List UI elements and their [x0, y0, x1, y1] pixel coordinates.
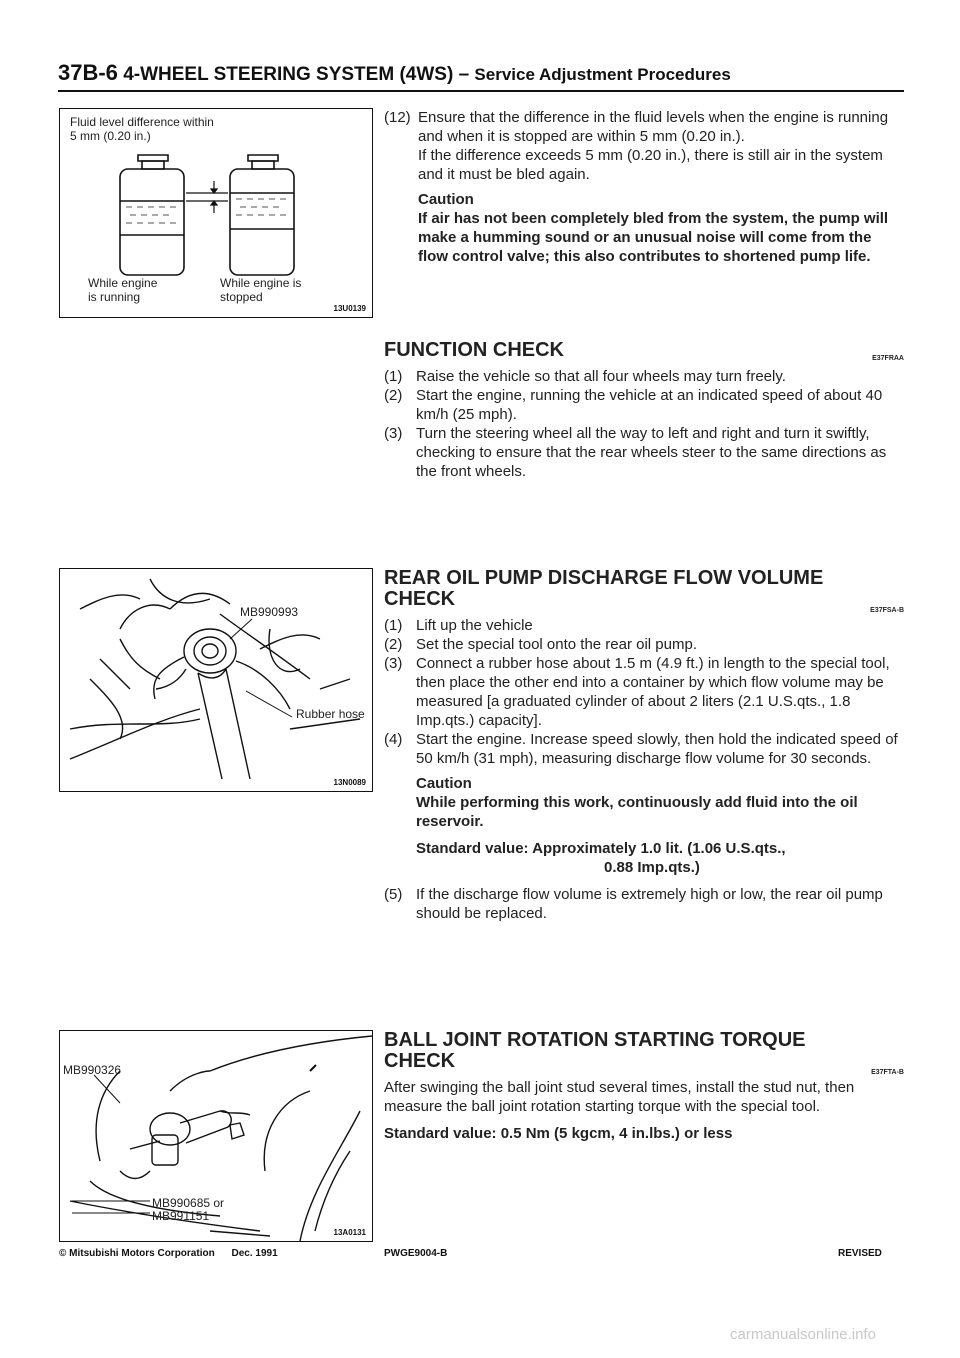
section-heading: BALL JOINT ROTATION STARTING TORQUE	[384, 1029, 806, 1051]
figure-fluid-level	[59, 108, 373, 318]
figure-code: 13A0131	[333, 1228, 366, 1237]
step-text-continued: If the difference exceeds 5 mm (0.20 in.), there is still air in the system and it must be bled again.	[418, 147, 883, 183]
section-heading: REAR OIL PUMP DISCHARGE FLOW VOLUME	[384, 567, 824, 589]
list-item: (2) Start the engine, running the vehicle at an indicated speed of about 40 km/h (25 mph).	[384, 387, 883, 423]
list-item: (1) Raise the vehicle so that all four wheels may turn freely.	[384, 368, 786, 385]
section-function-check	[384, 340, 904, 481]
section-code: E37FTA-B	[871, 1069, 904, 1076]
watermark: carmanualsonline.info	[730, 1326, 876, 1343]
section-code: E37FRAA	[872, 355, 904, 362]
caution-text: While performing this work, continuously add fluid into the oil reservoir.	[416, 794, 858, 830]
list-item: (5) If the discharge flow volume is extremely high or low, the rear oil pump should be replaced.	[384, 886, 883, 922]
step-text: Ensure that the difference in the fluid levels when the engine is running and when it is stopped are within 5 mm (0.20 in.).	[418, 109, 889, 145]
label-engine-stopped: While engine is stopped	[220, 276, 302, 304]
standard-value-text-line2: 0.88 Imp.qts.)	[604, 859, 700, 876]
label-tool-mb990993: MB990993	[240, 605, 299, 619]
standard-value-label: Standard value:	[416, 840, 529, 857]
header-rule	[58, 90, 904, 92]
standard-value-text: 0.5 Nm (5 kgcm, 4 in.lbs.) or less	[500, 1125, 733, 1142]
figure-caption-fluid-difference: Fluid level difference within 5 mm (0.20 in.)	[70, 115, 214, 143]
rear-pump-steps	[384, 616, 904, 768]
ball-joint-instructions: After swinging the ball joint stud several times, install the stud nut, then measure the ball joint rotation starting torque with the special tool.	[384, 1079, 855, 1115]
label-engine-running: While engine is running	[88, 276, 158, 304]
header-dash: –	[458, 64, 470, 85]
standard-value-text: Approximately 1.0 lit. (1.06 U.S.qts.,	[532, 840, 786, 857]
section-heading: FUNCTION CHECK	[384, 339, 564, 361]
function-steps	[384, 367, 904, 481]
caution-heading: Caution	[416, 775, 472, 792]
footer-doc-code: PWGE9004-B	[384, 1248, 448, 1259]
section-rear-pump-check	[384, 568, 904, 923]
caution-text: If air has not been completely bled from the system, the pump will make a humming sound or an unusual noise will come from the flow control valve; this also contributes to shortened pump life.	[418, 210, 889, 265]
section-code: E37FSA-B	[870, 607, 904, 614]
step-number: (12)	[384, 109, 411, 126]
section-heading-line2: CHECK	[384, 1050, 456, 1072]
page-number: 37B-6	[58, 60, 118, 85]
figure-code: 13N0089	[333, 778, 366, 787]
figure-rear-oil-pump	[59, 568, 373, 792]
manual-title: 4-WHEEL STEERING SYSTEM (4WS)	[123, 64, 454, 85]
label-tool-mb991151: MB991151	[152, 1209, 210, 1223]
label-tool-mb990685: MB990685 or	[152, 1196, 225, 1210]
standard-value	[384, 1124, 904, 1143]
standard-value-label: Standard value:	[384, 1125, 497, 1142]
caution-heading: Caution	[418, 191, 474, 208]
standard-value	[416, 839, 904, 877]
label-tool-mb990326: MB990326	[63, 1063, 122, 1077]
list-item: (4) Start the engine. Increase speed slowly, then hold the indicated speed of 50 km/h (31 mph), measuring discharge flow volume for 30 seconds.	[384, 731, 898, 767]
rear-pump-illustration	[60, 569, 372, 791]
figure-code: 13U0139	[333, 304, 366, 313]
footer-status: REVISED	[838, 1248, 882, 1259]
section-fluid-level	[384, 108, 904, 270]
footer-copyright: © Mitsubishi Motors Corporation Dec. 1991	[59, 1248, 278, 1259]
section-ball-joint-check	[384, 1030, 904, 1143]
section-heading-line2: CHECK	[384, 588, 456, 610]
page-header	[58, 60, 731, 86]
list-item: (2) Set the special tool onto the rear oil pump.	[384, 636, 698, 653]
list-item: (3) Turn the steering wheel all the way to left and right and turn it swiftly, checking to ensure that the rear wheels steer to the same directions as the front wheels.	[384, 425, 887, 480]
list-item: (3) Connect a rubber hose about 1.5 m (4.9 ft.) in length to the special tool, then place the other end into a container by which flow volume may be measured [a graduated cylinder of about 2 liters (2.1 U.S.qts., 1.8 Imp.qts.) capacity].	[384, 655, 890, 729]
figure-ball-joint	[59, 1030, 373, 1242]
list-item: (1) Lift up the vehicle	[384, 617, 533, 634]
section-subtitle: Service Adjustment Procedures	[474, 65, 731, 84]
label-rubber-hose: Rubber hose	[296, 707, 365, 721]
footer-date: Dec. 1991	[231, 1248, 278, 1259]
